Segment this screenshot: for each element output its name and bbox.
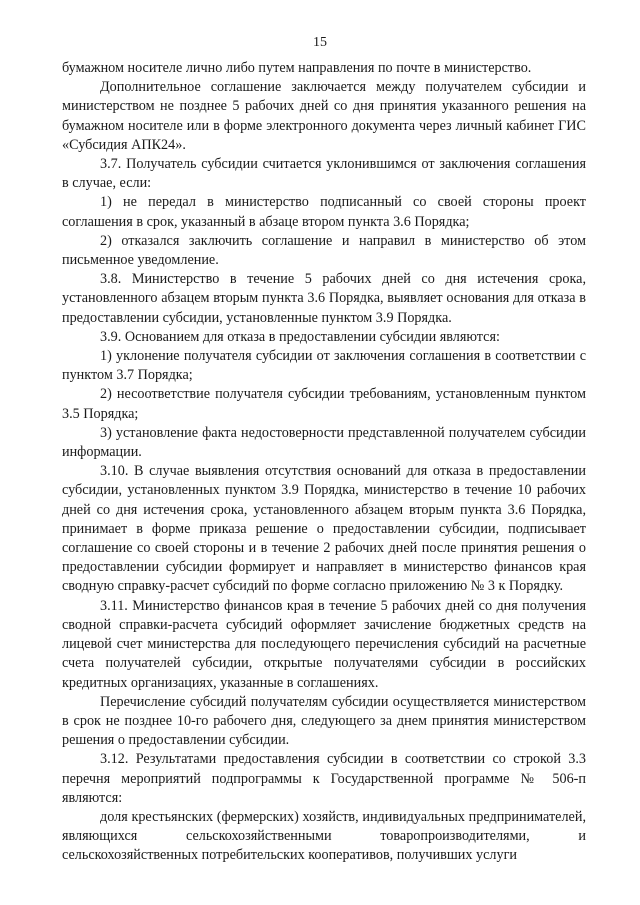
paragraph-3-7-item-2: 2) отказался заключить соглашение и направил в министерство об этом письменное уведомление. — [62, 232, 586, 269]
paragraph-3-9-item-3: 3) установление факта недостоверности представленной получателем субсидии информации. — [62, 424, 586, 461]
paragraph-3-9-item-1: 1) уклонение получателя субсидии от заключения соглашения в соответствии с пунктом 3.7 Порядка; — [62, 348, 586, 384]
document-body — [62, 59, 586, 866]
paragraph-transfer: Перечисление субсидий получателям субсидии осуществляется министерством в срок не позднее 10-го рабочего дня, следующего за днем принятия министерством решения о предоставлении субсидии. — [62, 693, 586, 749]
paragraph-3-12: 3.12. Результатами предоставления субсидии в соответствии со строкой 3.3 перечня мероприятий подпрограммы к Государственной программе № 506-п являются: — [62, 751, 586, 806]
page-number: 15 — [313, 35, 327, 50]
paragraph-3-8: 3.8. Министерство в течение 5 рабочих дней со дня истечения срока, установленного абзацем вторым пункта 3.6 Порядка, выявляет основания для отказа в предоставлении субсидии, установленные пунктом 3.9 Порядка. — [62, 271, 586, 326]
paragraph-3-7-item-1: 1) не передал в министерство подписанный со своей стороны проект соглашения в срок, указанный в абзаце втором пункта 3.6 Порядка; — [62, 194, 586, 230]
paragraph-3-7: 3.7. Получатель субсидии считается уклонившимся от заключения соглашения в случае, если: — [62, 156, 586, 192]
paragraph-share-indicator: доля крестьянских (фермерских) хозяйств, индивидуальных предпринимателей, являющихся сельскохозяйственными товаропроизводителями, и сельскохозяйственных потребительских кооперативов, получивших услуги — [62, 808, 586, 864]
paragraph-3-9: 3.9. Основанием для отказа в предоставлении субсидии являются: — [100, 328, 500, 345]
paragraph-3-11: 3.11. Министерство финансов края в течение 5 рабочих дней со дня получения сводной справки-расчета субсидий оформляет зачисление бюджетных средств на лицевой счет министерства для последующего перечисления субсидий на расчетные счета получателей субсидии, открытые получателями субсидии в российских кредитных организациях, указанные в соглашениях. — [62, 597, 586, 691]
paragraph-3-9-item-2: 2) несоответствие получателя субсидии требованиям, установленным пунктом 3.5 Порядка; — [62, 386, 586, 422]
paragraph-continuation: бумажном носителе лично либо путем направления по почте в министерство. — [62, 60, 532, 76]
paragraph-additional-agreement: Дополнительное соглашение заключается между получателем субсидии и министерством не позднее 5 рабочих дней со дня принятия указанного решения на бумажном носителе или в форме электронного документа через личный кабинет ГИС «Субсидия АПК24». — [62, 79, 586, 153]
paragraph-3-10: 3.10. В случае выявления отсутствия оснований для отказа в предоставлении субсидии, установленных пунктом 3.9 Порядка, министерство в течение 10 рабочих дней со дня истечения срока, установленного абзацем вторым пункта 3.6 Порядка, принимает в форме приказа решение о предоставлении субсидии, подписывает соглашение со своей стороны и в течение 2 рабочих дней после принятия решения о предоставлении субсидии формирует и направляет в министерство финансов края сводную справку-расчет субсидий по форме согласно приложению № 3 к Порядку. — [62, 463, 586, 595]
